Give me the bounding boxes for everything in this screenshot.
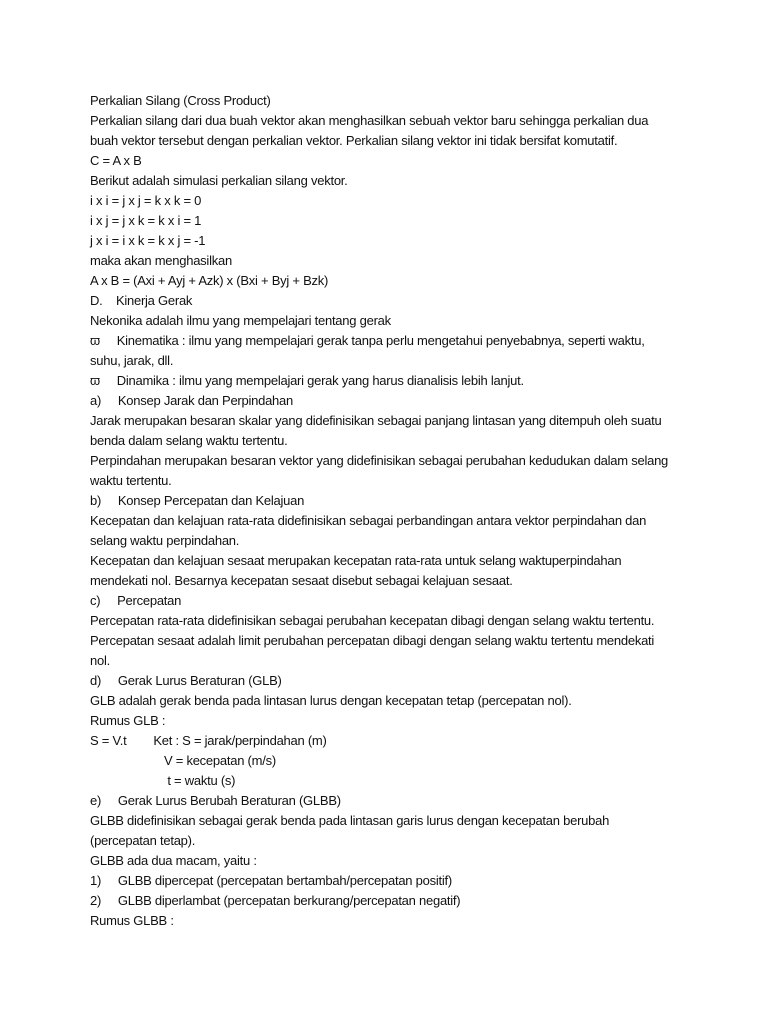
paragraph-line: buah vektor tersebut dengan perkalian vektor. Perkalian silang vektor ini tidak bersifat komutatif. <box>90 133 618 148</box>
paragraph-line: Perkalian silang dari dua buah vektor akan menghasilkan sebuah vektor baru sehingga perkalian dua <box>90 113 649 128</box>
bullet-item: ϖ Dinamika : ilmu yang mempelajari gerak yang harus dianalisis lebih lanjut. <box>90 373 524 388</box>
formula-heading: Rumus GLBB : <box>90 913 174 928</box>
paragraph-line: Percepatan rata-rata didefinisikan sebagai perubahan kecepatan dibagi dengan selang waktu tertentu. <box>90 613 655 628</box>
paragraph-line: waktu tertentu. <box>90 473 172 488</box>
formula-line: t = waktu (s) <box>90 773 236 788</box>
paragraph-line: Percepatan sesaat adalah limit perubahan percepatan dibagi dengan selang waktu tertentu mendekati <box>90 633 655 648</box>
section-heading-kinerja-gerak: D. Kinerja Gerak <box>90 293 193 308</box>
paragraph-line: GLB adalah gerak benda pada lintasan lurus dengan kecepatan tetap (percepatan nol). <box>90 693 572 708</box>
formula-line: A x B = (Axi + Ayj + Azk) x (Bxi + Byj + Bzk) <box>90 273 329 288</box>
paragraph-line: Kecepatan dan kelajuan rata-rata didefinisikan sebagai perbandingan antara vektor perpindahan dan <box>90 513 647 528</box>
formula-line: i x i = j x j = k x k = 0 <box>90 193 202 208</box>
formula-line: V = kecepatan (m/s) <box>90 753 276 768</box>
paragraph-line: GLBB ada dua macam, yaitu : <box>90 853 257 868</box>
subsection-heading: c) Percepatan <box>90 593 182 608</box>
paragraph-line: (percepatan tetap). <box>90 833 196 848</box>
formula-line: S = V.t Ket : S = jarak/perpindahan (m) <box>90 733 327 748</box>
formula-line: j x i = i x k = k x j = -1 <box>90 233 206 248</box>
paragraph-line: Jarak merupakan besaran skalar yang didefinisikan sebagai panjang lintasan yang ditempuh oleh suatu <box>90 413 662 428</box>
subsection-heading: a) Konsep Jarak dan Perpindahan <box>90 393 294 408</box>
paragraph-line: suhu, jarak, dll. <box>90 353 174 368</box>
list-item: 1) GLBB dipercepat (percepatan bertambah/percepatan positif) <box>90 873 452 888</box>
paragraph-line: Kecepatan dan kelajuan sesaat merupakan kecepatan rata-rata untuk selang waktuperpindahan <box>90 553 622 568</box>
paragraph-line: GLBB didefinisikan sebagai gerak benda pada lintasan garis lurus dengan kecepatan berubah <box>90 813 610 828</box>
section-heading-cross-product: Perkalian Silang (Cross Product) <box>90 93 271 108</box>
subsection-heading: e) Gerak Lurus Berubah Beraturan (GLBB) <box>90 793 341 808</box>
paragraph-line: benda dalam selang waktu tertentu. <box>90 433 288 448</box>
paragraph-line: Nekonika adalah ilmu yang mempelajari tentang gerak <box>90 313 391 328</box>
paragraph-line: nol. <box>90 653 110 668</box>
paragraph-line: Berikut adalah simulasi perkalian silang vektor. <box>90 173 348 188</box>
formula-line: i x j = j x k = k x i = 1 <box>90 213 202 228</box>
formula-heading: Rumus GLB : <box>90 713 166 728</box>
subsection-heading: d) Gerak Lurus Beraturan (GLB) <box>90 673 282 688</box>
paragraph-line: selang waktu perpindahan. <box>90 533 240 548</box>
paragraph-line: Perpindahan merupakan besaran vektor yang didefinisikan sebagai perubahan kedudukan dalam selang <box>90 453 669 468</box>
paragraph-line: mendekati nol. Besarnya kecepatan sesaat disebut sebagai kelajuan sesaat. <box>90 573 513 588</box>
paragraph-line: maka akan menghasilkan <box>90 253 232 268</box>
bullet-item: ϖ Kinematika : ilmu yang mempelajari gerak tanpa perlu mengetahui penyebabnya, seperti waktu, <box>90 333 645 348</box>
list-item: 2) GLBB diperlambat (percepatan berkurang/percepatan negatif) <box>90 893 461 908</box>
subsection-heading: b) Konsep Percepatan dan Kelajuan <box>90 493 305 508</box>
formula-line: C = A x B <box>90 153 142 168</box>
document-page <box>90 91 690 931</box>
